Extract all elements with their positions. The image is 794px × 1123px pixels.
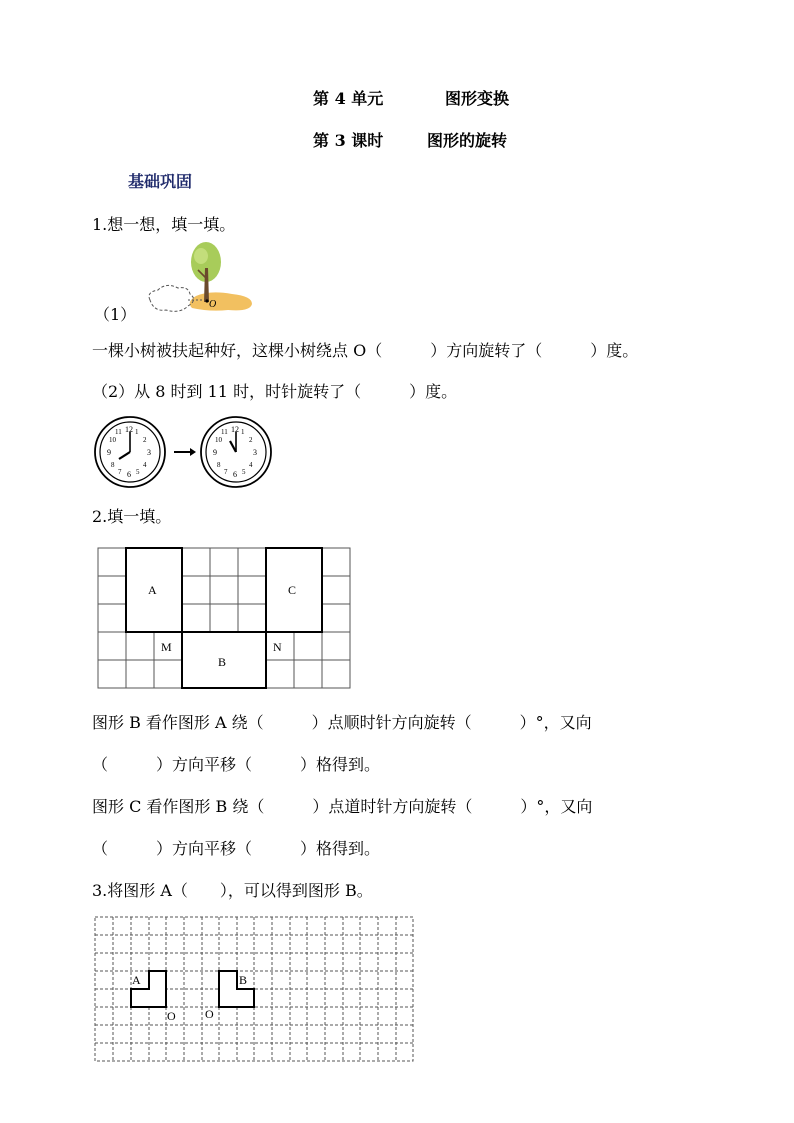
point-m-label: M <box>161 640 172 654</box>
arrow-icon <box>174 448 196 456</box>
unit-topic: 图形变换 <box>445 89 510 108</box>
clock-8-num-2: 2 <box>143 436 147 444</box>
q2-line4: （ ）方向平移（ ）格得到。 <box>92 839 381 858</box>
point-o-label: O <box>209 299 217 310</box>
clock-11-num-6: 6 <box>233 470 237 479</box>
q1-title: 1.想一想，填一填。 <box>92 215 236 234</box>
q1-part2-text: （2）从 8 时到 11 时，时针旋转了（ ）度。 <box>92 382 458 401</box>
clock-11-num-5: 5 <box>242 468 246 476</box>
clock-11 <box>201 417 271 487</box>
shape-c-label: C <box>288 583 297 597</box>
fallen-tree-outline <box>149 285 194 311</box>
tree-figure <box>140 238 260 322</box>
clock-8-num-12: 12 <box>125 425 133 434</box>
q3-grid-figure <box>94 916 416 1064</box>
q2-title: 2.填一填。 <box>92 507 172 526</box>
point-n-label: N <box>273 640 282 654</box>
section-title: 基础巩固 <box>128 172 193 191</box>
clock-8-num-1: 1 <box>135 428 139 436</box>
shape-b-l <box>219 971 254 1007</box>
q3-title: 3.将图形 A（ ），可以得到图形 B。 <box>92 881 373 900</box>
clock-11-num-4: 4 <box>249 461 253 469</box>
q1-part1-number: （1） <box>94 305 137 324</box>
clock-11-num-10: 10 <box>215 436 222 444</box>
clock-8-num-8: 8 <box>111 461 115 469</box>
clock-8-hour-hand <box>119 452 130 459</box>
clock-8-num-6: 6 <box>127 470 131 479</box>
clock-8-num-9: 9 <box>107 448 111 457</box>
ground-shape <box>190 292 252 310</box>
clock-8-num-5: 5 <box>136 468 140 476</box>
clock-11-hour-hand <box>230 441 236 452</box>
clock-11-num-12: 12 <box>231 425 239 434</box>
q2-line1: 图形 B 看作图形 A 绕（ ）点顺时针方向旋转（ ）°，又向 <box>92 713 592 732</box>
clocks-figure <box>94 414 274 490</box>
clock-8-num-11: 11 <box>115 428 122 436</box>
clock-11-num-9: 9 <box>213 448 217 457</box>
clock-8-num-3: 3 <box>147 448 151 457</box>
clock-11-num-8: 8 <box>217 461 221 469</box>
shape-b-label: B <box>218 655 227 669</box>
clock-11-num-7: 7 <box>224 468 228 476</box>
lesson-title: 第 3 课时 <box>313 131 384 150</box>
clock-8 <box>95 417 165 487</box>
clock-8-num-7: 7 <box>118 468 122 476</box>
clock-8-num-10: 10 <box>109 436 116 444</box>
q2-grid-figure <box>97 547 353 691</box>
lesson-topic: 图形的旋转 <box>427 131 508 150</box>
clock-8-num-4: 4 <box>143 461 147 469</box>
clock-11-num-3: 3 <box>253 448 257 457</box>
shape-a-label: A <box>148 583 157 597</box>
clock-11-num-2: 2 <box>249 436 253 444</box>
q2-line2: （ ）方向平移（ ）格得到。 <box>92 755 381 774</box>
unit-title: 第 4 单元 <box>313 89 384 108</box>
q3-shape-a-label: A <box>132 973 141 987</box>
clock-11-num-11: 11 <box>221 428 228 436</box>
q2-line3: 图形 C 看作图形 B 绕（ ）点道时针方向旋转（ ）°，又向 <box>92 797 593 816</box>
q3-shape-b-label: B <box>239 973 248 987</box>
tree-canopy-highlight <box>194 248 208 264</box>
q3-point-o2-label: O <box>205 1007 214 1021</box>
clock-11-num-1: 1 <box>241 428 245 436</box>
q3-point-o1-label: O <box>167 1009 176 1023</box>
q1-part1-text: 一棵小树被扶起种好，这棵小树绕点 O（ ）方向旋转了（ ）度。 <box>92 341 639 360</box>
